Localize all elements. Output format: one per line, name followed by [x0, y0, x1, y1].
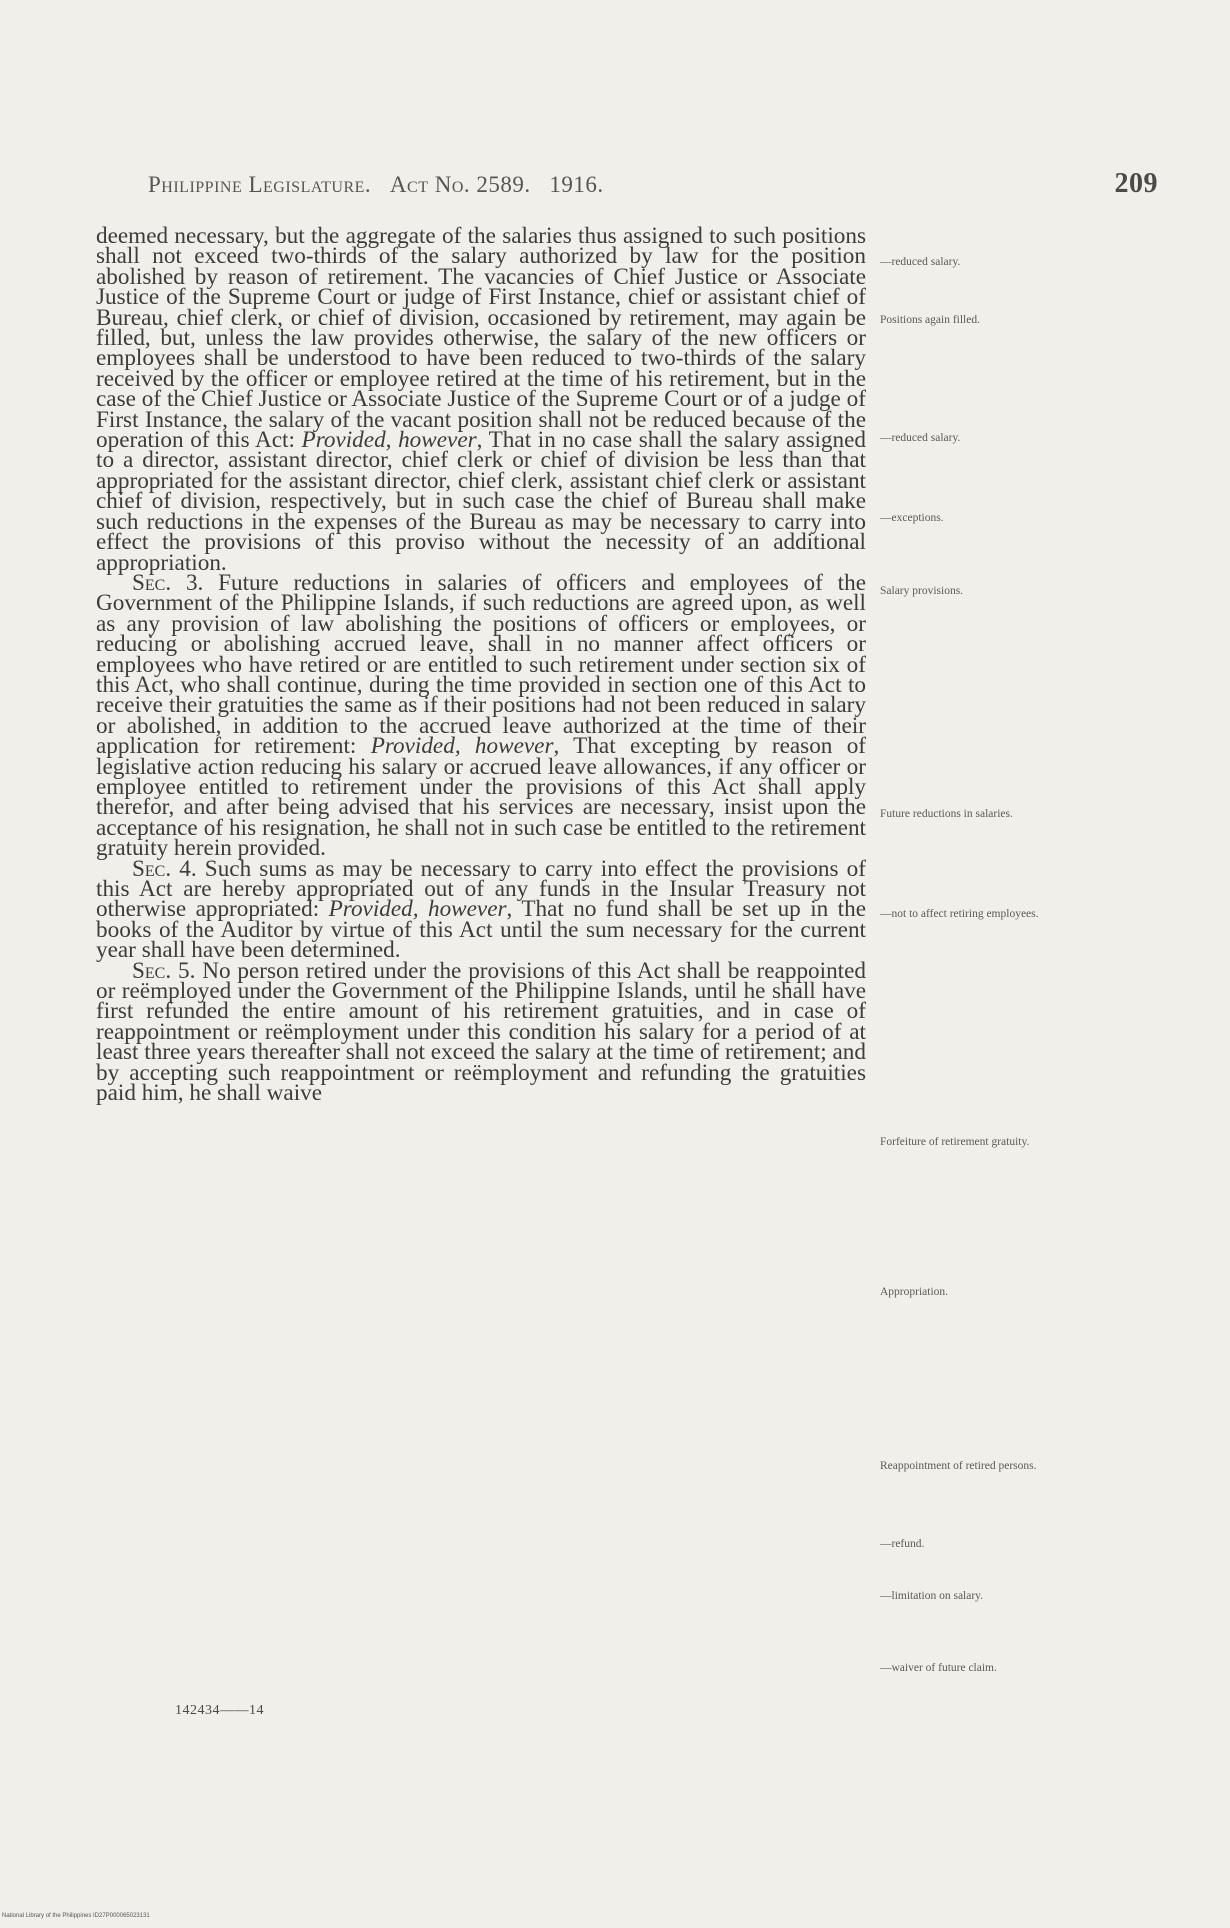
margin-note: —refund.: [880, 1538, 925, 1550]
library-credit: National Library of the Philippines ID27P000065023131: [2, 1913, 150, 1919]
body-text: [96, 223, 867, 1107]
margin-note: —exceptions.: [880, 512, 944, 524]
section-5: Sec. 5. No person retired under the provisions of this Act shall be reappointed or reëmployed under the Government of the Philippine Islands, until he shall have first refunded the entire amount of his retirement gratuities, and in case of reappointment or reëmployment under this condition his salary for a period of at least three years thereafter shall not exceed the salary at the time of retirement; and by accepting such reappointment or reëmployment and refunding the gratuities paid him, he shall waive: [96, 957, 866, 1107]
margin-note: Future reductions in salaries.: [880, 808, 1013, 820]
section-4: Sec. 4. Such sums as may be necessary to carry into effect the provisions of this Act are hereby appropriated out of any funds in the Insular Treasury not otherwise appropriated: Provided, however, That no fund shall be set up in the books of the Auditor by virtue of this Act until the sum necessary for the current year shall have been determined.: [96, 855, 866, 964]
margin-note: —limitation on salary.: [880, 1590, 984, 1602]
margin-note: —waiver of future claim.: [880, 1662, 997, 1674]
margin-note: Appropriation.: [880, 1286, 949, 1298]
margin-note: Forfeiture of retirement gratuity.: [880, 1136, 1030, 1148]
margin-note: —not to affect retiring employees.: [880, 908, 1039, 920]
page-number: 209: [1114, 168, 1158, 199]
margin-note: Positions again filled.: [880, 314, 980, 326]
running-header: [148, 168, 1158, 212]
margin-note: Salary provisions.: [880, 585, 964, 597]
margin-note: —reduced salary.: [880, 256, 961, 268]
margin-note: Reappointment of retired persons.: [880, 1460, 1037, 1472]
paragraph-continued: deemed necessary, but the aggregate of the salaries thus assigned to such positions shall not exceed two-thirds of the salary authorized by law for the position abolished by reason of retirement. The vacancies of Chief Justice or Associate Justice of the Supreme Court or judge of First Instance, chief or assistant chief of Bureau, chief clerk, or chief of division, occasioned by retirement, may again be filled, but, unless the law provides otherwise, the salary of the new officers or employees shall be understood to have been reduced to two-thirds of the salary received by the officer or employee retired at the time of his retirement, but in the case of the Chief Justice or Associate Justice of the Supreme Court or of a judge of First Instance, the salary of the vacant position shall not be reduced because of the operation of this Act: Provided, however, That in no case shall the salary assigned to a director, assistant director, chief clerk or chief of division be less than that appropriated for the assistant director, chief clerk, assistant chief clerk or assistant chief of division, respectively, but in such case the chief of Bureau shall make such reductions in the expenses of the Bureau as may be necessary to carry into effect the provisions of this proviso without the necessity of an additional appropriation.: [96, 223, 866, 576]
signature-mark: 142434——14: [175, 1703, 264, 1718]
header-title: Philippine Legislature. Act No. 2589. 1916.: [148, 172, 604, 197]
margin-note: —reduced salary.: [880, 432, 961, 444]
section-3: Sec. 3. Future reductions in salaries of officers and employees of the Government of the Philippine Islands, if such reductions are agreed upon, as well as any provision of law abolishing the positions of officers or employees, or reducing or abolishing accrued leave, shall in no manner affect officers or employees who have retired or are entitled to such retirement under section six of this Act, who shall continue, during the time provided in section one of this Act to receive their gratuities the same as if their positions had not been reduced in salary or abolished, in addition to the accrued leave authorized at the time of their application for retirement: Provided, however, That excepting by reason of legislative action reducing his salary or accrued leave allowances, if any officer or employee entitled to retirement under the provisions of this Act shall apply therefor, and after being advised that his services are necessary, insist upon the acceptance of his resignation, he shall not in such case be entitled to the retirement gratuity herein provided.: [96, 569, 867, 862]
